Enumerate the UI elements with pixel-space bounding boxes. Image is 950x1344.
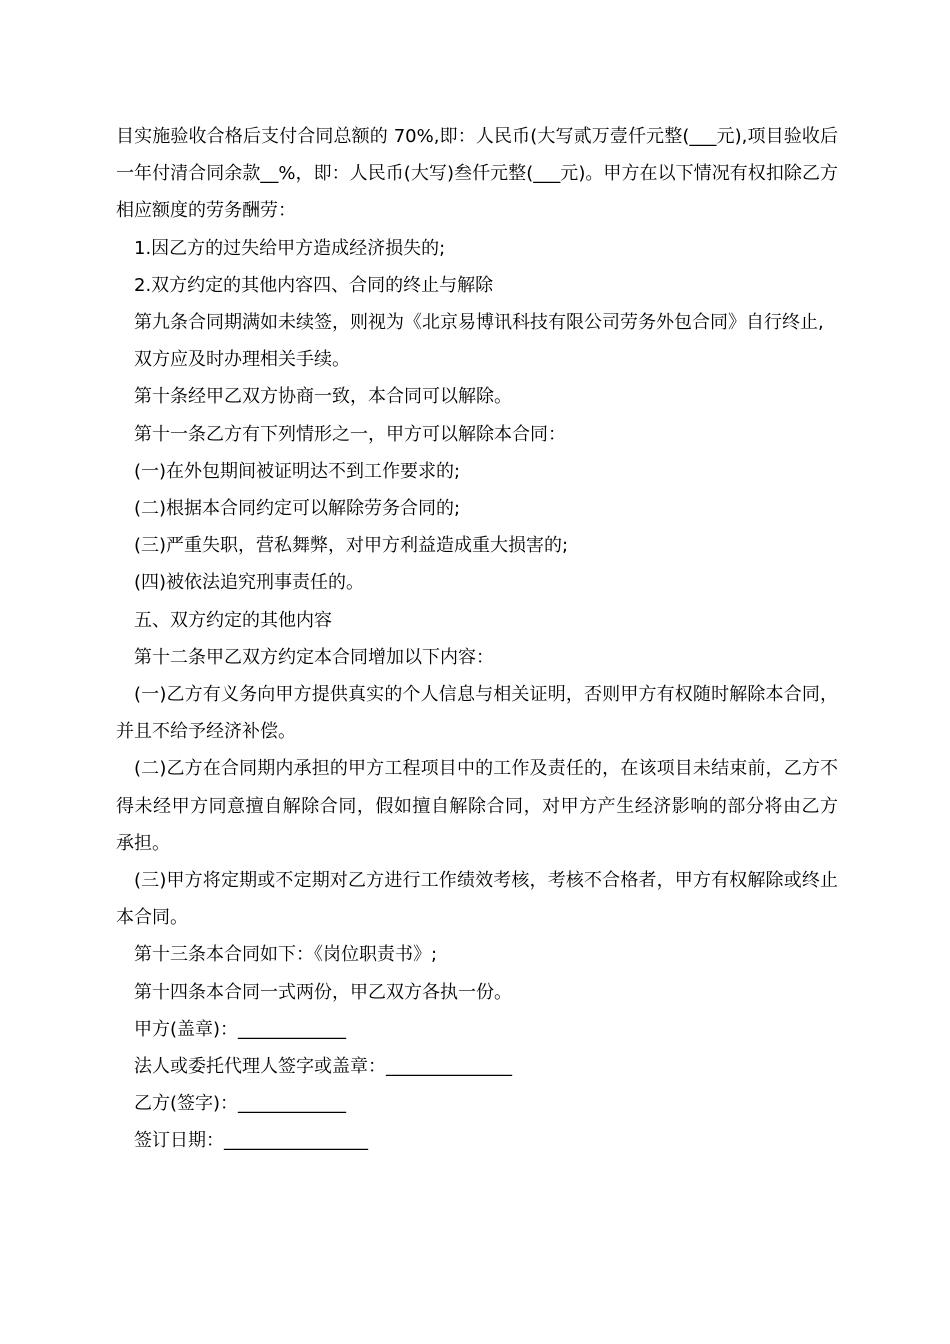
signature-party-b: 乙方(签字)：____________: [134, 1093, 347, 1115]
paragraph-clause-11-4: (四)被依法追究刑事责任的。: [134, 572, 365, 594]
signature-legal-representative: 法人或委托代理人签字或盖章：______________: [134, 1056, 512, 1078]
signature-party-a: 甲方(盖章)：____________: [134, 1018, 347, 1040]
paragraph-article-10: 第十条经甲乙双方协商一致，本合同可以解除。: [134, 386, 512, 408]
paragraph-item-1: 1.因乙方的过失给甲方造成经济损失的;: [134, 237, 446, 259]
paragraph-article-9: 第九条合同期满如未续签，则视为《北京易博讯科技有限公司劳务外包合同》自行终止,: [134, 312, 824, 334]
paragraph-clause-11-1: (一)在外包期间被证明达不到工作要求的;: [134, 460, 461, 482]
paragraph-article-14: 第十四条本合同一式两份，甲乙双方各执一份。: [134, 981, 512, 1003]
paragraph-clause-12-2: (二)乙方在合同期内承担的甲方工程项目中的工作及责任的，在该项目未结束前，乙方不得未经甲方同意擅自解除合同，假如擅自解除合同，对甲方产生经济影响的部分将由乙方 承担。: [116, 758, 856, 854]
paragraph-item-2: 2.双方约定的其他内容四、合同的终止与解除: [134, 274, 494, 296]
paragraph-article-11: 第十一条乙方有下列情形之一，甲方可以解除本合同：: [134, 423, 566, 445]
paragraph-clause-11-2: (二)根据本合同约定可以解除劳务合同的;: [134, 498, 461, 520]
section-heading-5: 五、双方约定的其他内容: [134, 609, 332, 631]
paragraph-article-12: 第十二条甲乙双方约定本合同增加以下内容：: [134, 646, 494, 668]
paragraph-article-9-cont: 双方应及时办理相关手续。: [134, 349, 350, 371]
paragraph-article-13: 第十三条本合同如下：《岗位职责书》;: [134, 944, 438, 966]
paragraph-payment-terms: 目实施验收合格后支付合同总额的 70%,即：人民币(大写贰万壹仟元整(___元),项目验收后一年付清合同余款__%，即：人民币(大写)叁仟元整(___元)。甲方在以下情况有权扣除乙方相应额度的劳务酬劳：: [116, 126, 838, 222]
paragraph-clause-11-3: (三)严重失职，营私舞弊，对甲方利益造成重大损害的;: [134, 535, 569, 557]
document-page: [116, 118, 856, 1160]
paragraph-clause-12-3: (三)甲方将定期或不定期对乙方进行工作绩效考核，考核不合格者，甲方有权解除或终止本合同。: [116, 870, 838, 929]
paragraph-clause-12-1: (一)乙方有义务向甲方提供真实的个人信息与相关证明，否则甲方有权随时解除本合同，并且不给予经济补偿。: [116, 684, 838, 743]
signature-date: 签订日期：________________: [134, 1130, 368, 1152]
